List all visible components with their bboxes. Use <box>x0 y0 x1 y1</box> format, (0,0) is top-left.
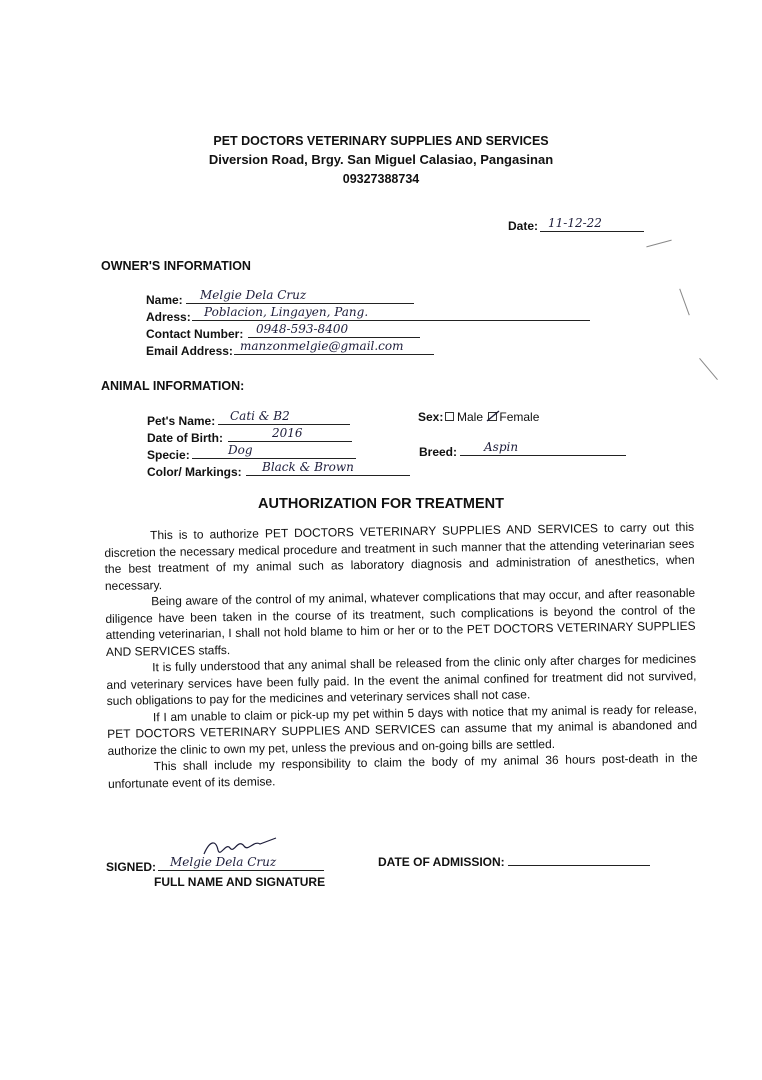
breed-value: Aspin <box>484 440 519 454</box>
owner-contact-label: Contact Number: <box>146 327 244 341</box>
authorization-paragraph: It is fully understood that any animal shall be released from the clinic only after charges for medicines and veterinary services have been fully paid. In the event the animal confined for treatment did not survived, such obligations to pay for the medicines and veterinary services shall not case. <box>106 651 697 708</box>
color-label: Color/ Markings: <box>147 465 242 479</box>
sex-options <box>445 410 539 424</box>
scan-mark <box>646 240 671 248</box>
admission-label: DATE OF ADMISSION: <box>378 855 505 869</box>
specie-value: Dog <box>228 443 253 457</box>
authorization-paragraph: If I am unable to claim or pick-up my pet within 5 days with notice that my animal is ready for release, PET DOCTORS VETERINARY SUPPLIES AND SERVICES can assume that my animal is abandoned and authorize the clinic to own my pet, unless the previous and on-going bills are settled. <box>107 701 698 758</box>
authorization-title: AUTHORIZATION FOR TREATMENT <box>258 496 504 512</box>
signed-name-value: Melgie Dela Cruz <box>170 855 277 869</box>
female-option-label: Female <box>499 410 540 424</box>
pet-name-field <box>218 410 350 425</box>
dob-field <box>228 427 352 442</box>
company-phone: 09327388734 <box>342 172 420 186</box>
owner-name-label: Name: <box>146 293 183 307</box>
pet-name-label: Pet's Name: <box>147 414 216 428</box>
owner-address-value: Poblacion, Lingayen, Pang. <box>204 305 369 319</box>
date-value: 11-12-22 <box>548 216 602 230</box>
date-label: Date: <box>508 219 539 233</box>
breed-label: Breed: <box>419 445 458 459</box>
scan-mark <box>699 358 718 380</box>
owner-email-value: manzonmelgie@gmail.com <box>240 339 404 353</box>
owner-address-label: Adress: <box>146 310 191 324</box>
animal-section-heading: ANIMAL INFORMATION: <box>101 379 245 393</box>
owner-email-label: Email Address: <box>146 344 233 358</box>
company-address: Diversion Road, Brgy. San Miguel Calasiao, Pangasinan <box>208 152 554 167</box>
dob-label: Date of Birth: <box>147 431 223 445</box>
check-mark-icon <box>486 410 500 422</box>
owner-name-value: Melgie Dela Cruz <box>200 288 307 302</box>
owner-contact-value: 0948-593-8400 <box>256 322 349 336</box>
pet-name-value: Cati & B2 <box>230 409 290 423</box>
admission-date-field <box>508 851 650 866</box>
specie-field <box>192 444 356 459</box>
color-field <box>246 461 410 476</box>
date-field <box>540 217 644 232</box>
authorization-paragraph: This shall include my responsibility to claim the body of my animal 36 hours post-death in the unfortunate event of its demise. <box>107 750 698 791</box>
authorization-body <box>104 519 698 792</box>
owner-email-field <box>234 340 434 355</box>
scan-mark <box>679 289 690 316</box>
color-value: Black & Brown <box>262 460 354 474</box>
owner-name-field <box>186 289 414 304</box>
female-checkbox-checked <box>488 412 497 421</box>
sex-label: Sex: <box>418 410 444 424</box>
dob-value: 2016 <box>272 426 303 440</box>
specie-label: Specie: <box>147 448 190 462</box>
authorization-paragraph: This is to authorize PET DOCTORS VETERINARY SUPPLIES AND SERVICES to carry out this discretion the necessary medical procedure and treatment in such manner that the attending veterinarian sees the best treatment of my animal such as laboratory diagnosis and administration of anesthetics, when necessary. <box>104 519 695 593</box>
signature-caption: FULL NAME AND SIGNATURE <box>154 875 326 889</box>
company-name: PET DOCTORS VETERINARY SUPPLIES AND SERVICES <box>213 134 549 148</box>
owner-contact-field <box>248 323 420 338</box>
owner-section-heading: OWNER'S INFORMATION <box>101 259 251 273</box>
breed-field <box>460 441 626 456</box>
signed-label: SIGNED: <box>106 860 157 874</box>
male-option-label: Male <box>457 410 484 424</box>
handwritten-signature <box>200 834 280 862</box>
male-checkbox <box>445 412 454 421</box>
owner-address-field <box>192 306 590 321</box>
authorization-paragraph: Being aware of the control of my animal, whatever complications that may occur, and after reasonable diligence have been taken in the course of its treatment, such complications is beyond the control of the attending veterinarian, I shall not hold blame to him or her or to the PET DOCTORS VETERINARY SUPPLIES AND SERVICES staffs. <box>105 585 696 659</box>
